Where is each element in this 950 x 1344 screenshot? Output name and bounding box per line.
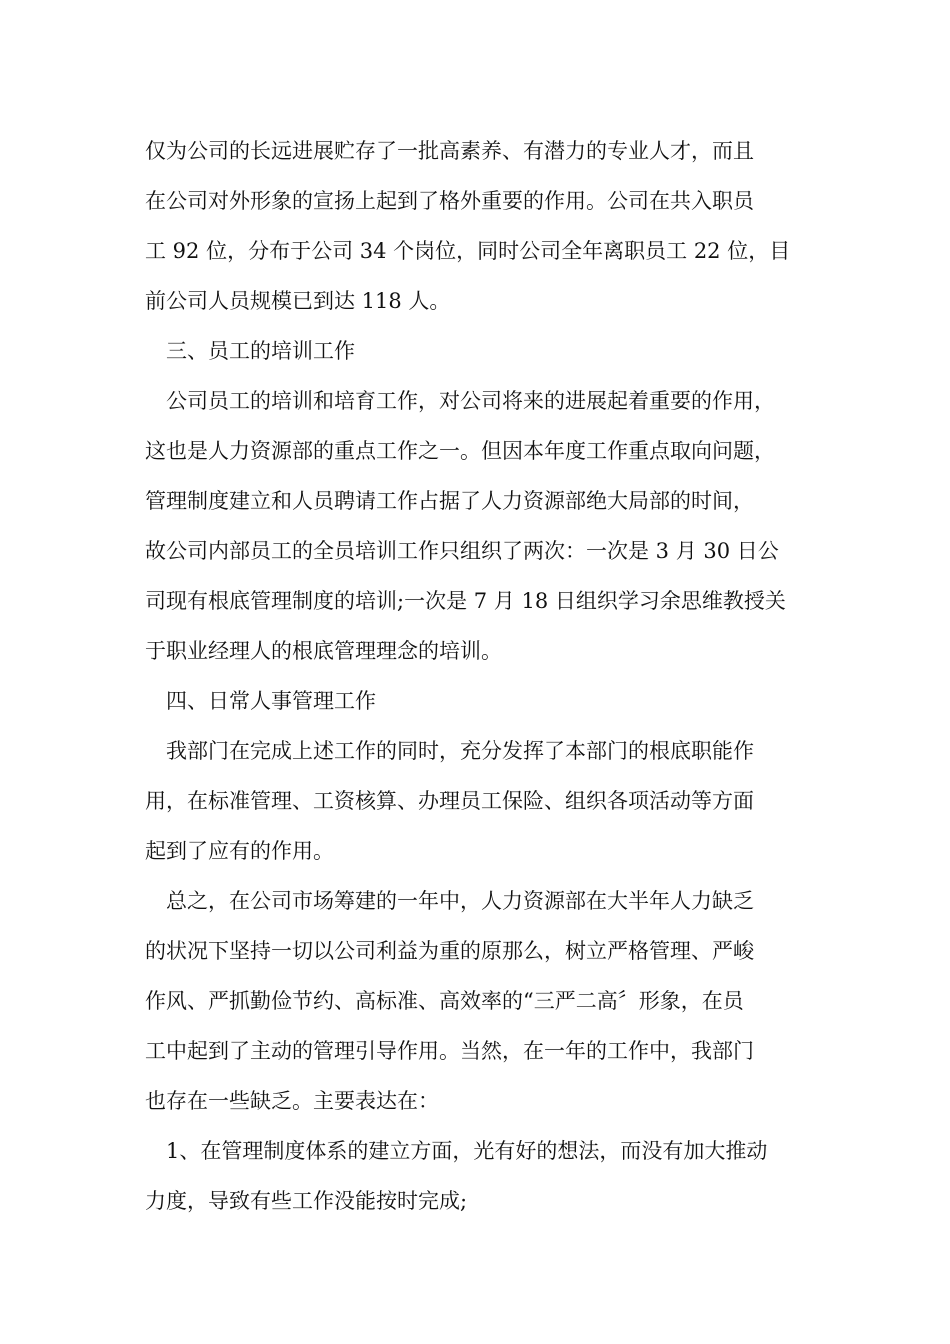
section-heading-daily-management: 四、日常人事管理工作 xyxy=(166,689,376,713)
paragraph-line: 管理制度建立和人员聘请工作占据了人力资源部绝大局部的时间， xyxy=(145,489,754,513)
paragraph-line: 也存在一些缺乏。主要表达在： xyxy=(145,1089,439,1113)
paragraph-line: 前公司人员规模已到达 118 人。 xyxy=(145,289,451,313)
list-item-line: 1、在管理制度体系的建立方面，光有好的想法，而没有加大推动 xyxy=(166,1139,768,1163)
document-body xyxy=(145,126,825,1226)
paragraph-line: 起到了应有的作用。 xyxy=(145,839,334,863)
paragraph-line: 这也是人力资源部的重点工作之一。但因本年度工作重点取向问题， xyxy=(145,439,775,463)
paragraph-line: 我部门在完成上述工作的同时，充分发挥了本部门的根底职能作 xyxy=(166,739,754,763)
paragraph-line: 总之，在公司市场筹建的一年中，人力资源部在大半年人力缺乏 xyxy=(166,889,754,913)
paragraph-line: 司现有根底管理制度的培训;一次是 7 月 18 日组织学习余思维教授关 xyxy=(145,589,786,613)
paragraph-line: 工中起到了主动的管理引导作用。当然，在一年的工作中，我部门 xyxy=(145,1039,754,1063)
paragraph-line: 在公司对外形象的宣扬上起到了格外重要的作用。公司在共入职员 xyxy=(145,189,754,213)
paragraph-line: 故公司内部员工的全员培训工作只组织了两次：一次是 3 月 30 日公 xyxy=(145,539,779,563)
paragraph-line: 的状况下坚持一切以公司利益为重的原那么，树立严格管理、严峻 xyxy=(145,939,754,963)
paragraph-line: 公司员工的培训和培育工作，对公司将来的进展起着重要的作用， xyxy=(166,389,775,413)
paragraph-line: 用，在标准管理、工资核算、办理员工保险、组织各项活动等方面 xyxy=(145,789,754,813)
paragraph-line: 作风、严抓勤俭节约、高标准、高效率的“三严二高〞形象，在员 xyxy=(145,989,744,1013)
paragraph-line: 于职业经理人的根底管理理念的培训。 xyxy=(145,639,502,663)
list-item-line: 力度，导致有些工作没能按时完成; xyxy=(145,1189,468,1213)
section-heading-training: 三、员工的培训工作 xyxy=(166,339,355,363)
paragraph-line: 工 92 位，分布于公司 34 个岗位，同时公司全年离职员工 22 位，目 xyxy=(145,239,791,263)
paragraph-line: 仅为公司的长远进展贮存了一批高素养、有潜力的专业人才，而且 xyxy=(145,139,754,163)
